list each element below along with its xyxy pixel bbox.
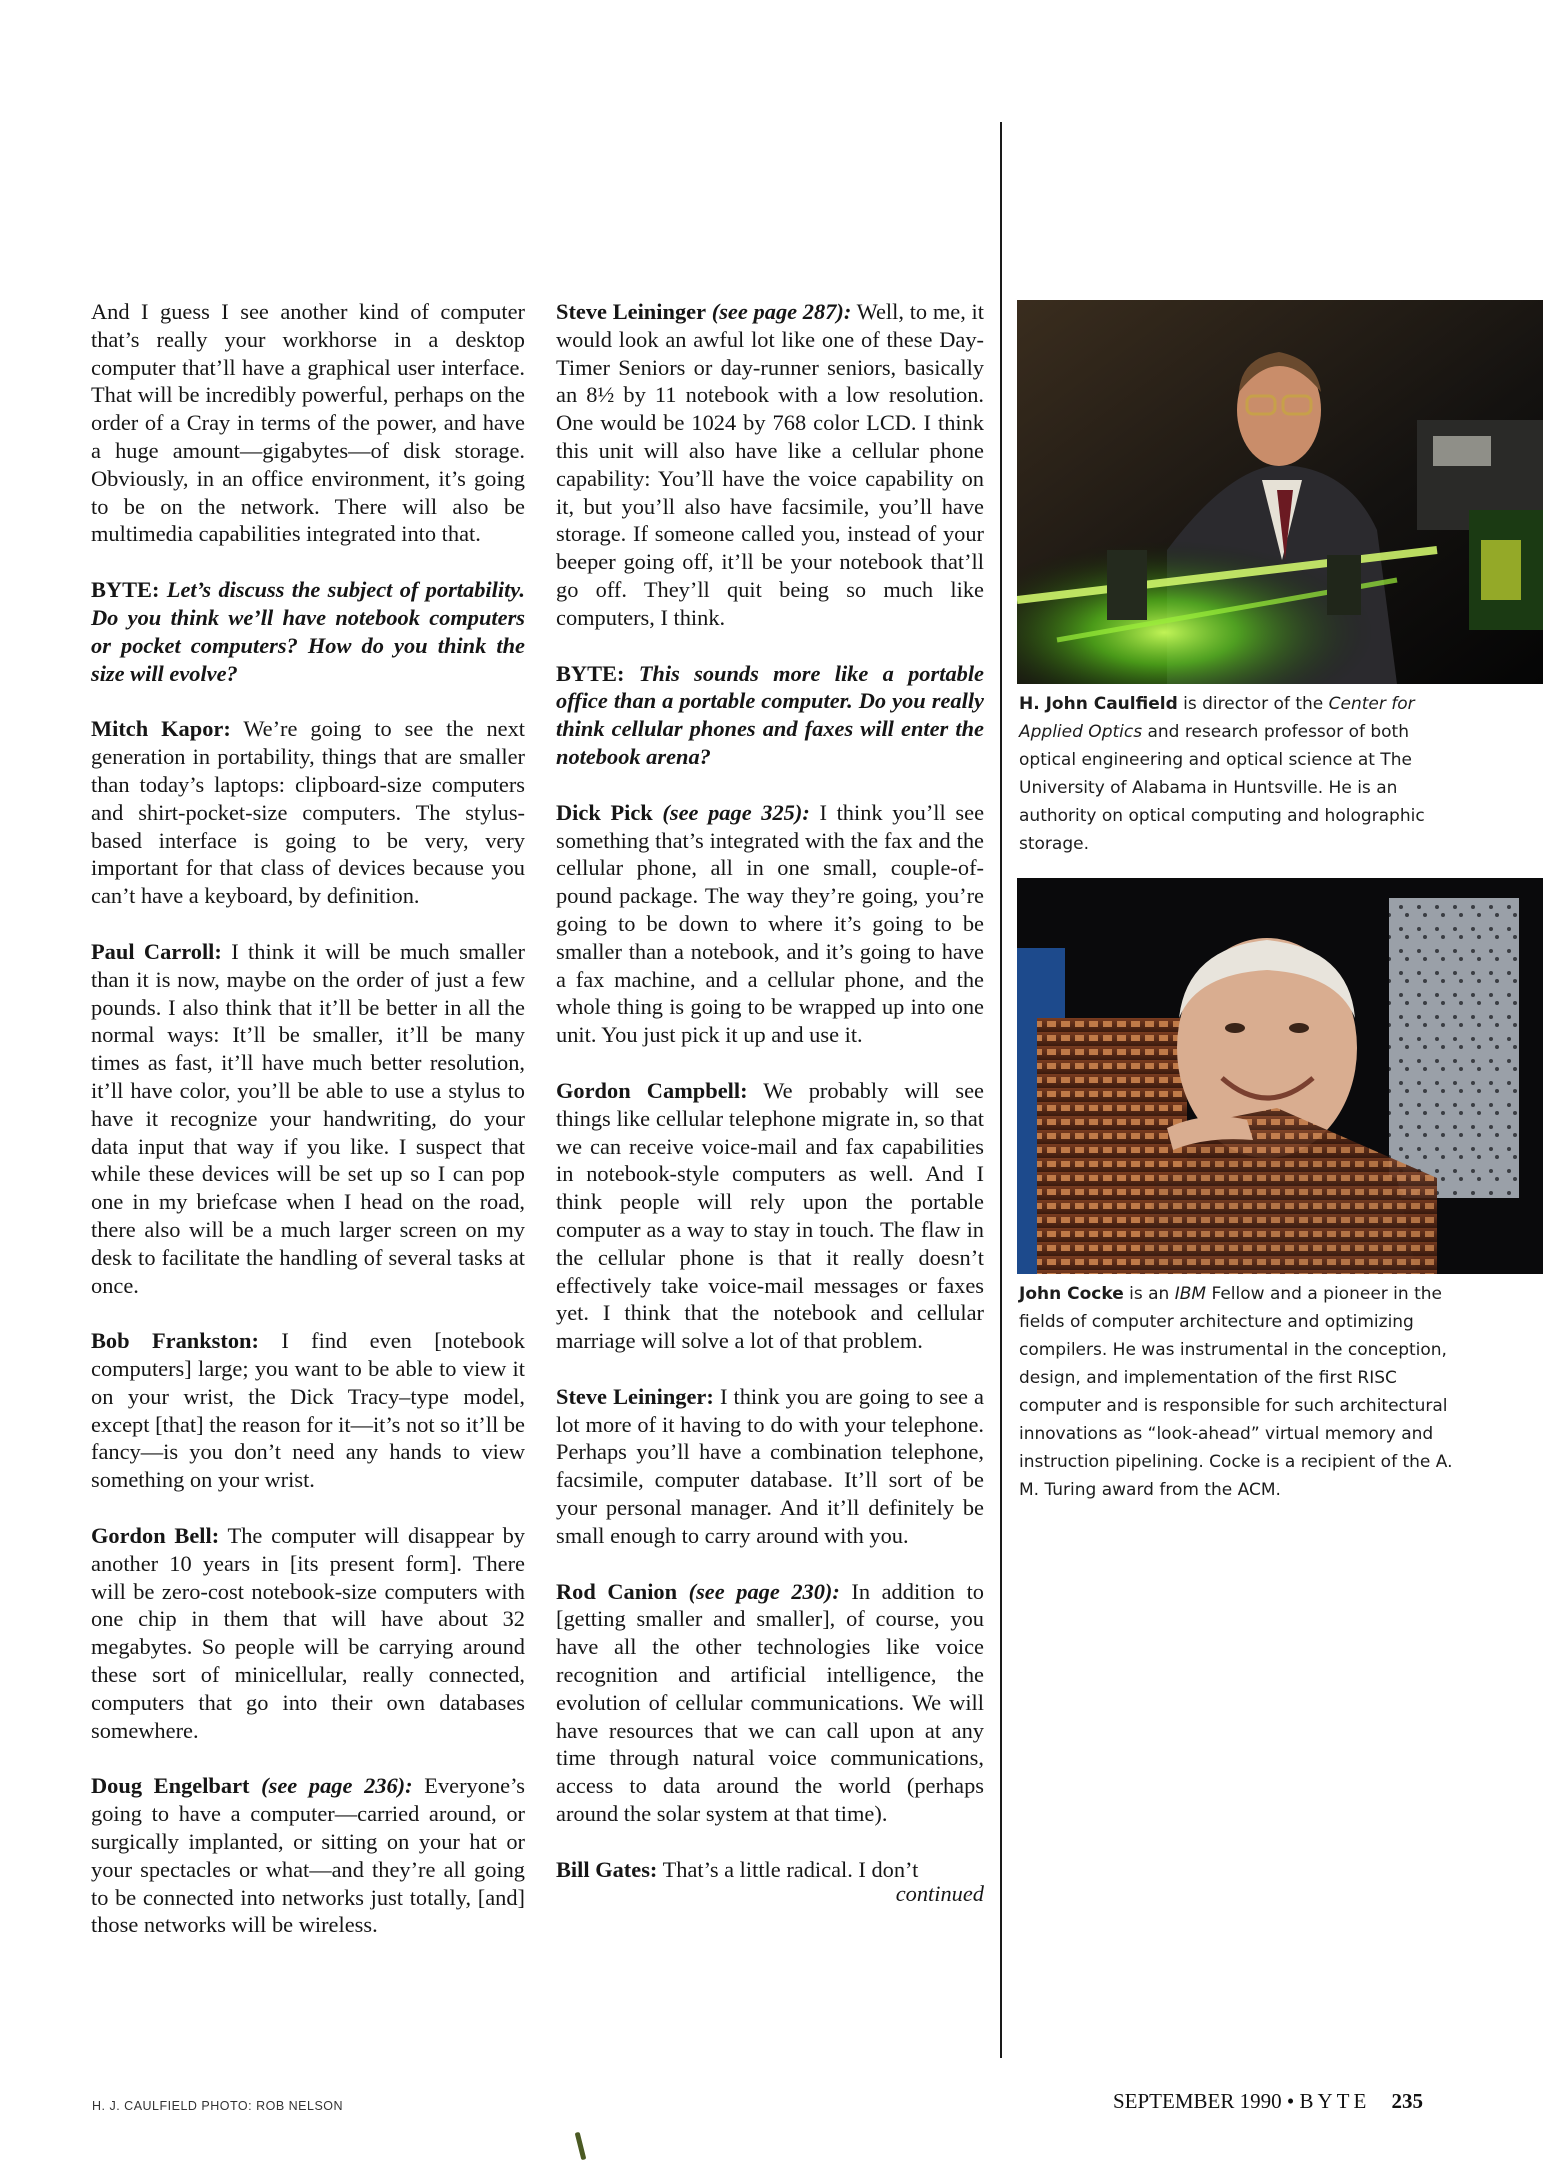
question-text: This sounds more like a portable office than a portable computer. Do you really think cellular phones and faxes will enter the notebook arena? <box>556 660 984 769</box>
speaker-name: Mitch Kapor: <box>91 716 231 742</box>
optics-mount <box>1107 550 1147 620</box>
speaker-name: Bob Frankston: <box>91 1328 259 1354</box>
paragraph <box>91 298 525 548</box>
rack-panel <box>1389 898 1519 1198</box>
question <box>91 576 525 687</box>
answer <box>91 1522 525 1744</box>
answer <box>556 1383 984 1550</box>
article-column-1 <box>91 298 525 1967</box>
speaker-name: Bill Gates: <box>556 1856 658 1882</box>
page-number: 235 <box>1391 2089 1424 2113</box>
answer <box>91 1772 525 1939</box>
page-footer <box>1113 2089 1458 2114</box>
caulfield-photo <box>1017 300 1543 684</box>
magazine-name: BYTE <box>1299 2089 1371 2113</box>
speaker-name: Gordon Bell: <box>91 1523 220 1549</box>
column-divider <box>1000 122 1002 2058</box>
speaker-name: Dick Pick <box>556 799 653 825</box>
paragraph-text: And I guess I see another kind of computer that’s really your workhorse in a desktop computer that’ll have a graphical user interface. That will be incredibly powerful, perhaps on the order of a Cray in terms of the power, and have a huge amount—gigabytes—of disk storage. Obviously, in an office environment, it’s going to be on the network. There will also be multimedia capabilities integrated into that. <box>91 299 525 547</box>
question-text: Let’s discuss the subject of portability. Do you think we’ll have notebook computers or pocket computers? How do you think the size will evolve? <box>91 577 525 686</box>
answer <box>556 298 984 632</box>
speaker-name: Steve Leininger: <box>556 1383 714 1409</box>
page-reference: (see page 325): <box>662 799 810 825</box>
answer <box>556 1578 984 1828</box>
answer <box>91 1327 525 1494</box>
answer-text: We’re going to see the next generation in portability, things that are smaller than today’s laptops: clipboard-size computers and shirt-pocket-size computers. The stylus-based interface is going to be very, very important for that class of devices because you can’t have a keyboard, by definition. <box>91 716 526 909</box>
lab-panel <box>1433 436 1491 466</box>
answer-text: That’s a little radical. I don’t <box>662 1856 919 1882</box>
caption-text: and research professor of both optical engineering and optical science at The University of Alabama in Huntsville. He is an authority on optical computing and holographic storage. <box>1019 722 1425 854</box>
caption-organization: Center for Applied Optics <box>1019 694 1415 742</box>
caulfield-photo-illustration <box>1017 300 1543 684</box>
person-eye-right <box>1289 1023 1309 1033</box>
page-reference: (see page 287): <box>711 299 852 324</box>
answer <box>91 938 525 1299</box>
caption-text: Fellow and a pioneer in the fields of computer architecture and optimizing compilers. He was instrumental in the conception, design, and implementation of the first RISC computer and is responsible for such architectural innovations as “look-ahead” virtual memory and instruction pipelining. Cocke is a recipient of the A. M. Turing award from the ACM. <box>1019 1284 1453 1500</box>
answer <box>556 1077 984 1355</box>
caulfield-caption <box>1019 690 1459 858</box>
monitor-screen <box>1481 540 1521 600</box>
cocke-photo-illustration <box>1017 878 1543 1274</box>
speaker-name: Paul Carroll: <box>91 938 222 964</box>
answer-text: In addition to [getting smaller and smaller], of course, you have all the other technologies like voice recognition and artificial intelligence, the evolution of cellular communications. We will have resources that we can call upon at any time through natural voice communications, access to data around the world (perhaps around the solar system at that time). <box>556 1578 984 1827</box>
answer <box>556 799 984 1049</box>
continued-label: continued <box>895 1880 984 1906</box>
question <box>556 660 984 771</box>
optics-mount-2 <box>1327 555 1361 615</box>
answer-text: The computer will disappear by another 10 years in [its present form]. There will be zero-cost notebook-size computers with one chip in them that will have about 32 megabytes. So people will be carrying around these sort of minicellular, really connected, computers that go into their own databases somewhere. <box>91 1523 525 1743</box>
page-reference: (see page 236): <box>261 1773 413 1799</box>
cocke-caption <box>1019 1280 1459 1504</box>
speaker-name: BYTE: <box>556 660 625 686</box>
speaker-name: Gordon Campbell: <box>556 1077 748 1103</box>
caption-text: is director of the <box>1183 694 1324 714</box>
caption-organization: IBM <box>1174 1284 1207 1304</box>
answer-text: We probably will see things like cellular telephone migrate in, so that we can receive voice-mail and fax capabilities in notebook-style computers as well. And I think people will rely upon the portable computer as a way to stay in touch. The flaw in the cellular phone is that it really doesn’t effectively take voice-mail messages or faxes yet. I think that the notebook and cellular marriage will solve a lot of that problem. <box>556 1077 984 1354</box>
article-column-2 <box>556 298 984 1907</box>
speaker-name: Rod Canion <box>556 1578 678 1604</box>
cocke-photo <box>1017 878 1543 1274</box>
answer-text: Well, to me, it would look an awful lot like one of these Day-Timer Seniors or day-runner seniors, basically an 8½ by 11 notebook with a low resolution. One would be 1024 by 768 color LCD. I think this unit will also have like a cellular phone capability: You’ll have the voice capability on it, but you’ll also have facsimile, you’ll have storage. If someone called you, instead of your beeper going off, it’ll be your notebook that’ll go off. They’ll quit being so much like computers, I think. <box>556 299 984 630</box>
answer-text: I find even [notebook computers] large; you want to be able to view it on your wrist, the Dick Tracy–type model, except [that] the reason for it—it’s not so it’ll be fancy—is you don’t need any hands to view something on your wrist. <box>91 1328 526 1493</box>
speaker-name: Doug Engelbart <box>91 1773 250 1799</box>
speaker-name: Steve Leininger <box>556 299 707 324</box>
photo-credit: H. J. CAULFIELD PHOTO: ROB NELSON <box>92 2099 344 2113</box>
print-mark <box>575 2132 587 2160</box>
issue-date: SEPTEMBER 1990 • <box>1113 2089 1295 2113</box>
speaker-name: BYTE: <box>91 577 160 603</box>
answer-text: Everyone’s going to have a computer—carried around, or surgically implanted, or sitting on your hat or your spectacles or what—and they’re all going to be connected into networks just totally, [and] those networks will be wireless. <box>91 1773 526 1938</box>
caption-name: John Cocke <box>1019 1284 1124 1304</box>
answer <box>91 715 525 910</box>
person-eye-left <box>1225 1023 1245 1033</box>
caption-text: is an <box>1129 1284 1170 1304</box>
answer-text: I think you’ll see something that’s integrated with the fax and the cellular phone, all in one small, couple-of-pound package. The way they’re going, you’re going to be down to where it’s going to be smaller than a notebook, and it’s going to have a fax machine, and a cellular phone, and the whole thing is going to be wrapped up into one unit. You just pick it up and use it. <box>556 799 985 1048</box>
caption-name: H. John Caulfield <box>1019 694 1178 714</box>
answer-text: I think you are going to see a lot more of it having to do with your telephone. Perhaps you’ll have a combination telephone, facsimile, computer database. It’ll sort of be your personal manager. And it’ll definitely be small enough to carry around with you. <box>556 1383 984 1548</box>
page-reference: (see page 230): <box>688 1578 840 1604</box>
answer-text: I think it will be much smaller than it is now, maybe on the order of just a few pounds. I also think that it’ll be better in all the normal ways: It’ll be smaller, it’ll be many times as fast, it’ll have much better resolution, it’ll have color, you’ll be able to use a stylus to have it recognize your handwriting, do your data input that way if you like. I suspect that while these devices will be set up so I can pop one in my briefcase when I head on the road, there also will be a much larger screen on my desk to facilitate the handling of several tasks at once. <box>91 938 525 1298</box>
